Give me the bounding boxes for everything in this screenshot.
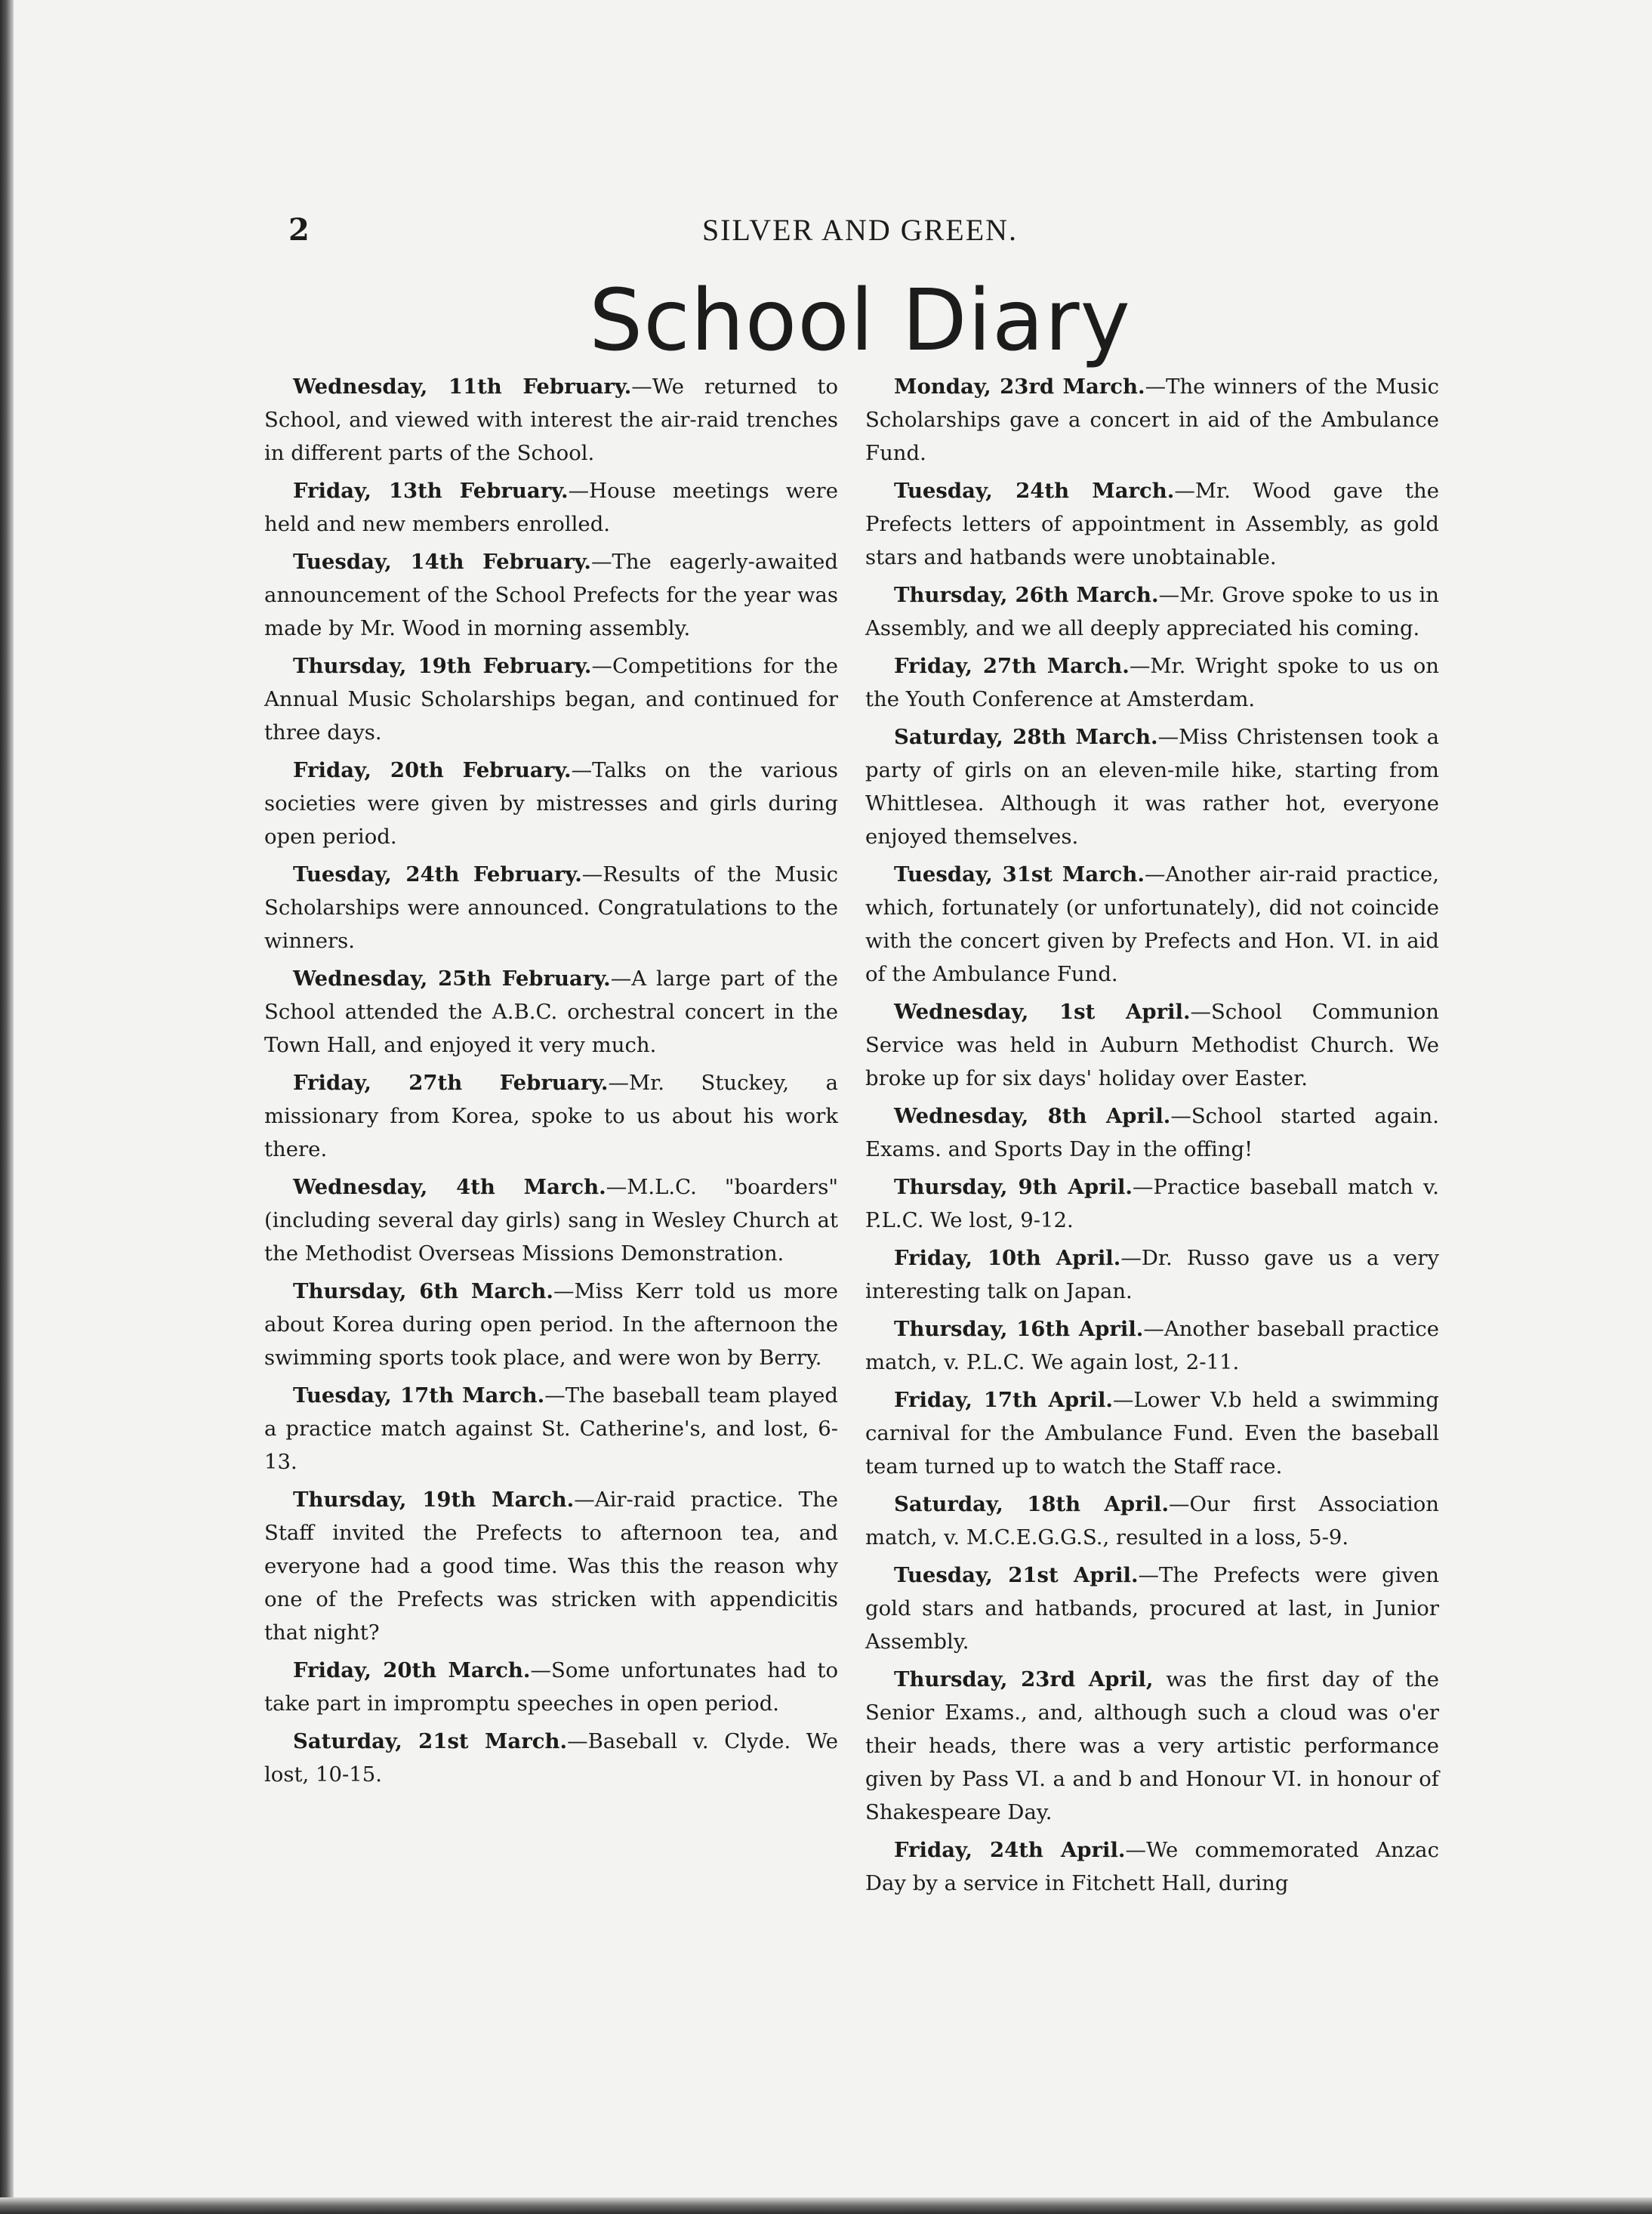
entry-date: Tuesday, 24th February. <box>293 862 582 887</box>
entry-date: Friday, 17th April. <box>894 1388 1114 1412</box>
diary-entry <box>865 649 1439 716</box>
diary-entry <box>865 720 1439 853</box>
entry-date: Thursday, 6th March. <box>293 1279 553 1303</box>
entry-date: Friday, 20th February. <box>293 758 572 782</box>
diary-entry <box>264 754 838 853</box>
entry-date: Saturday, 21st March. <box>293 1729 568 1753</box>
entry-text: —School started again. Exams. and Sports Day in the offing! <box>865 1104 1439 1161</box>
diary-entry <box>264 370 838 470</box>
diary-entry <box>264 1066 838 1166</box>
entry-date: Thursday, 19th March. <box>293 1488 575 1512</box>
entry-date: Thursday, 23rd April, <box>894 1667 1154 1691</box>
entry-text: —Miss Christensen took a party of girls on an eleven-mile hike, starting from Whittlesea. Although it was rather hot, everyone enjoyed themselves. <box>865 725 1439 849</box>
entry-date: Saturday, 28th March. <box>894 725 1158 749</box>
entry-text: —The baseball team played a practice match against St. Catherine's, and lost, 6-13. <box>264 1383 838 1474</box>
diary-entry <box>264 1379 838 1479</box>
diary-entry <box>865 1312 1439 1379</box>
diary-column-left <box>264 370 838 1796</box>
entry-text: —We returned to School, and viewed with interest the air-raid trenches in different parts of the School. <box>264 375 839 465</box>
entry-date: Friday, 13th February. <box>293 479 569 503</box>
entry-date: Friday, 24th April. <box>894 1838 1126 1862</box>
diary-entry <box>865 370 1439 470</box>
diary-entry <box>865 858 1439 991</box>
entry-date: Friday, 27th February. <box>293 1071 609 1095</box>
entry-text: —The winners of the Music Scholarships gave a concert in aid of the Ambulance Fund. <box>865 375 1439 465</box>
entry-text: —Our first Association match, v. M.C.E.G.G.S., resulted in a loss, 5-9. <box>865 1492 1440 1549</box>
entry-date: Tuesday, 21st April. <box>894 1563 1139 1587</box>
entry-date: Saturday, 18th April. <box>894 1492 1170 1516</box>
entry-date: Thursday, 19th February. <box>293 654 592 678</box>
diary-column-right <box>865 370 1439 1904</box>
entry-date: Wednesday, 1st April. <box>894 1000 1191 1024</box>
entry-text: —Another baseball practice match, v. P.L.C. We again lost, 2-11. <box>865 1317 1439 1374</box>
entry-text: —Miss Kerr told us more about Korea during open period. In the afternoon the swimming sports took place, and were won by Berry. <box>264 1279 838 1370</box>
entry-date: Wednesday, 11th February. <box>293 375 632 399</box>
entry-date: Tuesday, 31st March. <box>894 862 1145 887</box>
entry-date: Wednesday, 8th April. <box>894 1104 1171 1128</box>
entry-text: —Talks on the various societies were given by mistresses and girls during open period. <box>264 758 838 849</box>
entry-text: —Mr. Wood gave the Prefects letters of appointment in Assembly, as gold stars and hatbands were unobtainable. <box>865 479 1439 569</box>
running-head <box>0 208 1652 253</box>
entry-date: Friday, 20th March. <box>293 1658 531 1682</box>
entry-text: —Dr. Russo gave us a very interesting talk on Japan. <box>865 1246 1439 1303</box>
page-title: School Diary <box>589 272 1131 370</box>
diary-entry <box>865 1488 1439 1554</box>
entry-date: Wednesday, 25th February. <box>293 967 611 991</box>
diary-entry <box>865 1559 1439 1658</box>
diary-entry <box>264 1275 838 1374</box>
diary-entry <box>264 1725 838 1791</box>
diary-entry <box>865 578 1439 645</box>
diary-entry <box>264 1483 838 1649</box>
entry-text: —Baseball v. Clyde. We lost, 10-15. <box>264 1729 839 1787</box>
entry-date: Friday, 10th April. <box>894 1246 1121 1270</box>
entry-text: —Mr. Grove spoke to us in Assembly, and we all deeply appreciated his coming. <box>865 583 1439 640</box>
entry-text: —Mr. Stuckey, a missionary from Korea, spoke to us about his work there. <box>264 1071 838 1161</box>
diary-entry <box>865 1099 1439 1166</box>
entry-text: —Mr. Wright spoke to us on the Youth Conference at Amsterdam. <box>865 654 1439 711</box>
entry-date: Thursday, 26th March. <box>894 583 1159 607</box>
diary-entry <box>865 995 1439 1095</box>
diary-entry <box>264 858 838 957</box>
entry-text: —The eagerly-awaited announcement of the School Prefects for the year was made by Mr. Wood in morning assembly. <box>264 550 838 640</box>
entry-text: —Air-raid practice. The Staff invited the Prefects to afternoon tea, and everyone had a good time. Was this the reason why one of the Prefects was stricken with appendicitis that night? <box>264 1488 838 1645</box>
diary-entry <box>865 474 1439 574</box>
entry-text: —Some unfortunates had to take part in impromptu speeches in open period. <box>264 1658 838 1716</box>
diary-entry <box>264 545 838 645</box>
journal-name: SILVER AND GREEN. <box>701 213 1019 247</box>
diary-entry <box>865 1663 1439 1829</box>
entry-text: —Practice baseball match v. P.L.C. We lost, 9-12. <box>865 1175 1439 1232</box>
entry-date: Monday, 23rd March. <box>894 375 1145 399</box>
entry-text: —We commemorated Anzac Day by a service in Fitchett Hall, during <box>865 1838 1439 1895</box>
scan-bottom-edge <box>0 2197 1652 2214</box>
entry-text: —Results of the Music Scholarships were announced. Congratulations to the winners. <box>264 862 838 953</box>
diary-entry <box>264 962 838 1062</box>
entry-date: Tuesday, 24th March. <box>894 479 1175 503</box>
entry-date: Wednesday, 4th March. <box>293 1175 606 1199</box>
diary-entry <box>865 1833 1439 1900</box>
entry-date: Friday, 27th March. <box>894 654 1130 678</box>
diary-entry <box>865 1170 1439 1237</box>
diary-entry <box>264 649 838 749</box>
page-number: 2 <box>288 212 310 248</box>
entry-text: —Competitions for the Annual Music Scholarships began, and continued for three days. <box>264 654 838 745</box>
entry-text: —M.L.C. "boarders" (including several day girls) sang in Wesley Church at the Methodist Overseas Missions Demonstration. <box>264 1175 838 1266</box>
diary-entry <box>865 1241 1439 1308</box>
diary-entry <box>264 1170 838 1270</box>
entry-date: Thursday, 16th April. <box>894 1317 1144 1341</box>
diary-entry <box>264 1654 838 1720</box>
entry-text: —Lower V.b held a swimming carnival for the Ambulance Fund. Even the baseball team turned up to watch the Staff race. <box>865 1388 1439 1479</box>
entry-text: —School Communion Service was held in Auburn Methodist Church. We broke up for six days' holiday over Easter. <box>865 1000 1440 1090</box>
entry-text: was the first day of the Senior Exams., and, although such a cloud was o'er their heads, there was a very artistic performance given by Pass VI. a and b and Honour VI. in honour of Shakespeare Day. <box>865 1667 1440 1824</box>
diary-entry <box>264 474 838 541</box>
entry-text: —The Prefects were given gold stars and hatbands, procured at last, in Junior Assembly. <box>865 1563 1439 1654</box>
entry-text: —A large part of the School attended the A.B.C. orchestral concert in the Town Hall, and enjoyed it very much. <box>264 967 838 1057</box>
diary-entry <box>865 1383 1439 1483</box>
entry-text: —Another air-raid practice, which, fortunately (or unfortunately), did not coincide with the concert given by Prefects and Hon. VI. in aid of the Ambulance Fund. <box>865 862 1439 986</box>
entry-date: Tuesday, 17th March. <box>293 1383 545 1408</box>
entry-date: Tuesday, 14th February. <box>293 550 591 574</box>
entry-text: —House meetings were held and new members enrolled. <box>264 479 838 536</box>
entry-date: Thursday, 9th April. <box>894 1175 1133 1199</box>
